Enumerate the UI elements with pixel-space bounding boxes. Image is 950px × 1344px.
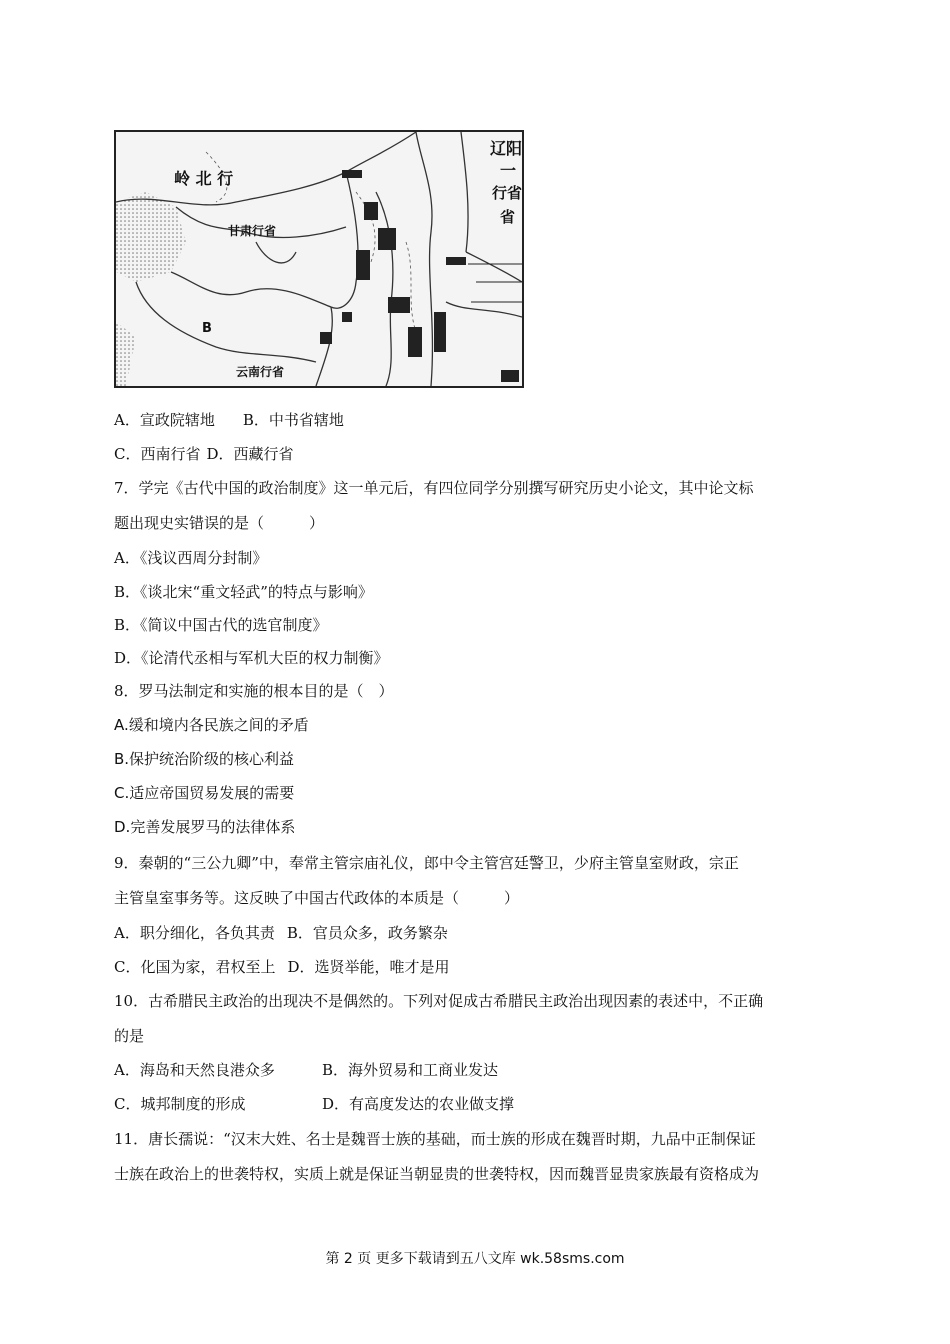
- q7-option-d: D．《论清代丞相与军机大臣的权力制衡》: [114, 649, 389, 667]
- q10-stem-line2: 的是: [114, 1027, 145, 1045]
- q7-stem-line2: 题出现史实错误的是（ ）: [114, 514, 325, 532]
- q11-line2: 士族在政治上的世袭特权，实质上就是保证当朝显贵的世袭特权，因而魏晋显贵家族最有资格成为: [114, 1165, 760, 1183]
- q9-option-c: C．化国为家，君权至上: [114, 958, 276, 976]
- map-label-yunnan: 云南行省: [236, 365, 285, 379]
- q6-option-d: D．西藏行省: [206, 445, 294, 463]
- q8-option-d: D.完善发展罗马的法律体系: [114, 818, 296, 836]
- q10-option-d: D．有高度发达的农业做支撑: [322, 1095, 515, 1113]
- q9-options-row2: [114, 957, 450, 977]
- page-footer: 第 2 页 更多下载请到五八文库 wk.58sms.com: [325, 1251, 625, 1267]
- q10-option-c: C．城邦制度的形成: [114, 1095, 246, 1113]
- q8-option-a: A.缓和境内各民族之间的矛盾: [114, 716, 309, 734]
- map-label-sheng: 省: [500, 208, 516, 226]
- q9-option-d: D．选贤举能，唯才是用: [287, 958, 450, 976]
- map-label-yi: 一: [500, 161, 517, 180]
- q10-option-a: A．海岛和天然良港众多: [114, 1061, 275, 1079]
- map-drawing: [116, 132, 522, 386]
- q8-option-b: B.保护统治阶级的核心利益: [114, 750, 295, 768]
- map-label-lingbei: 岭 北 行: [174, 169, 234, 188]
- q9-option-a: A．职分细化，各负其责: [114, 924, 275, 942]
- map-label-gansu: 甘肃行省: [228, 224, 277, 238]
- q10-options-row1: [114, 1060, 498, 1080]
- q9-options-row1: [114, 923, 448, 943]
- q9-option-b: B．官员众多，政务繁杂: [286, 924, 448, 942]
- q7-option-c: B．《简议中国古代的选官制度》: [114, 616, 328, 634]
- q7-option-b: B．《谈北宋“重文轻武”的特点与影响》: [114, 583, 373, 601]
- q11-line1: 11．唐长孺说：“汉末大姓、名士是魏晋士族的基础，而士族的形成在魏晋时期，九品中正制保证: [114, 1130, 756, 1148]
- map-label-liaoyang: 辽阳: [490, 139, 522, 158]
- q6-option-b: B．中书省辖地: [242, 411, 344, 429]
- q6-option-a: A．宣政院辖地: [114, 411, 215, 429]
- q7-stem-line1: 7．学完《古代中国的政治制度》这一单元后，有四位同学分别撰写研究历史小论文，其中论文标: [114, 479, 754, 497]
- q8-stem: 8．罗马法制定和实施的根本目的是（ ）: [114, 682, 394, 700]
- q9-stem-line1: 9．秦朝的“三公九卿”中，奉常主管宗庙礼仪，郎中令主管宫廷警卫，少府主管皇室财政，宗正: [114, 854, 739, 872]
- historical-map-image: [114, 130, 524, 388]
- q7-option-a: A．《浅议西周分封制》: [114, 549, 268, 567]
- q10-options-row2: [114, 1094, 514, 1114]
- q6-option-c: C．西南行省: [114, 445, 201, 463]
- q6-options-row2: [114, 444, 294, 464]
- map-label-hangsheng: 行省: [492, 184, 522, 202]
- q9-stem-line2: 主管皇室事务等。这反映了中国古代政体的本质是（ ）: [114, 889, 520, 907]
- q8-option-c: C.适应帝国贸易发展的需要: [114, 784, 295, 802]
- q10-stem-line1: 10．古希腊民主政治的出现决不是偶然的。下列对促成古希腊民主政治出现因素的表述中，不正确: [114, 992, 764, 1010]
- q6-options-row1: [114, 410, 344, 430]
- map-label-b: B: [202, 321, 212, 336]
- q10-option-b: B．海外贸易和工商业发达: [322, 1061, 499, 1079]
